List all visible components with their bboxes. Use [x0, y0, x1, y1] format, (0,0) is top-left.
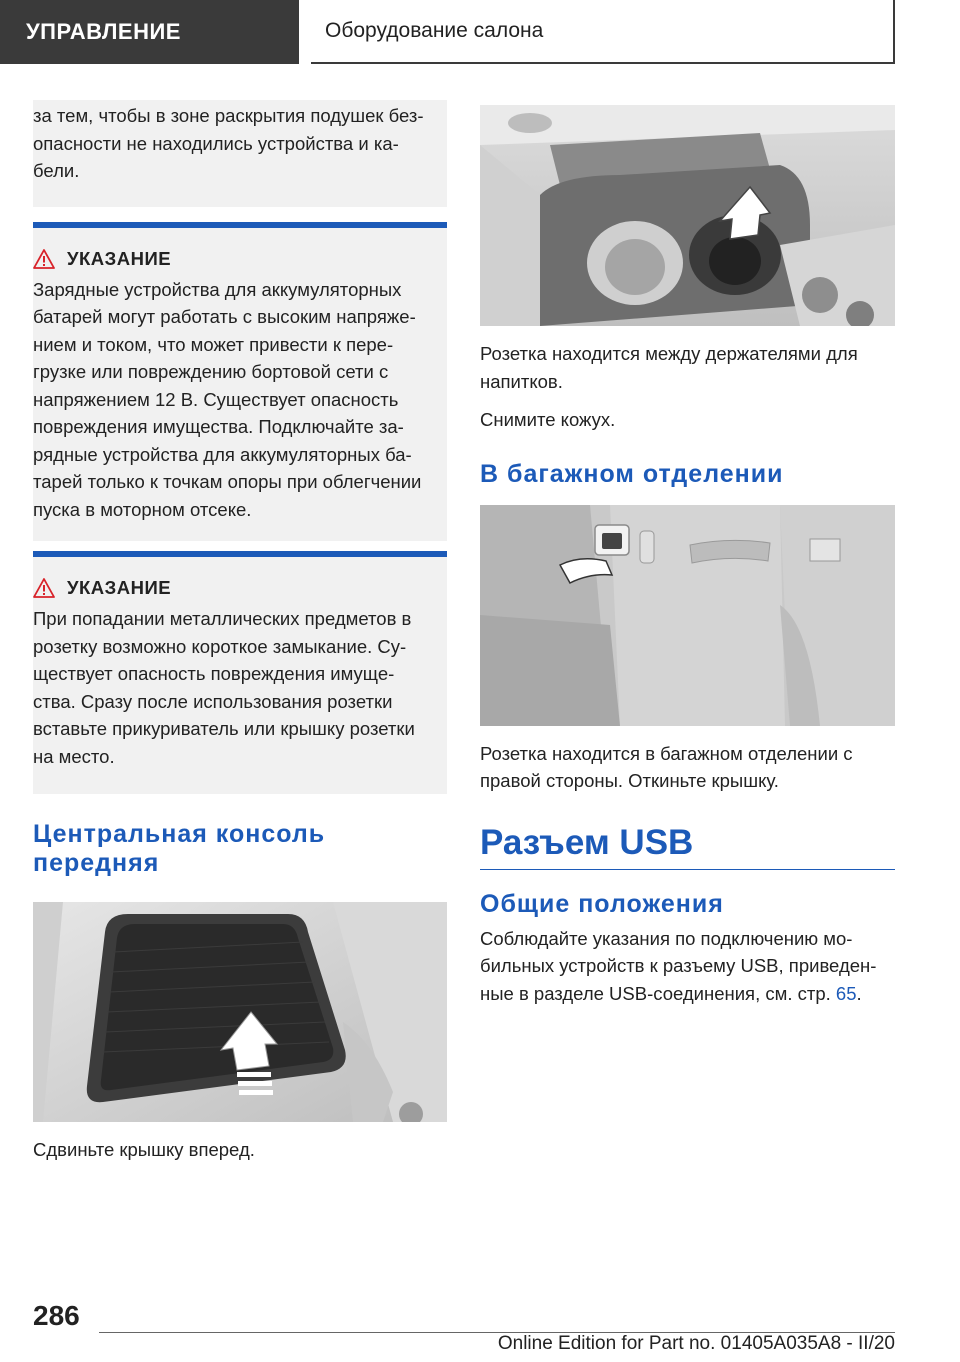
console-photo — [33, 902, 447, 1122]
note-short-circuit — [33, 551, 447, 794]
intro-line: опасности не находились устройства и ка- — [33, 132, 399, 154]
page-link-65[interactable]: 65 — [835, 982, 857, 1004]
intro-line: бели. — [33, 160, 80, 181]
edition-text: Online Edition for Part no. 01405A035A8 - II/20 — [497, 1333, 895, 1354]
note-line: батарей могут работать с высоким напряже- — [33, 306, 416, 327]
section-heading-usb: Разъем USB — [480, 823, 895, 870]
usb-line: Соблюдайте указания по подключению мо- — [480, 927, 853, 949]
usb-last-suffix: . — [856, 982, 862, 1004]
caption-cupholder-line: Розетка находится между держателями для — [480, 343, 858, 364]
remove-cover-text: Снимите кожух. — [480, 409, 616, 430]
caption-cupholder-line: напитков. — [480, 370, 563, 392]
note-header — [33, 577, 437, 599]
intro-line: за тем, чтобы в зоне раскрытия подушек без- — [33, 105, 424, 126]
trunk-illustration — [480, 505, 895, 726]
intro-box — [33, 100, 447, 207]
note-line: на место. — [33, 745, 115, 767]
note-header — [33, 248, 437, 270]
section-heading-general: Общие положения — [480, 889, 724, 918]
trunk-photo — [480, 505, 895, 726]
note-title: УКАЗАНИЕ — [67, 577, 172, 598]
warning-icon — [33, 249, 55, 269]
note-line: ществует опасность повреждения имуще- — [33, 663, 395, 684]
note-line: вставьте прикуриватель или крышку розетки — [33, 718, 415, 739]
usb-last-text: ные в разделе USB-соединения, см. стр. — [480, 982, 836, 1004]
section-heading-console: Центральная консоль передняя — [33, 820, 326, 877]
note-line: напряжением 12 В. Существует опасность — [33, 388, 399, 410]
note-line: повреждения имущества. Подключайте за- — [33, 416, 404, 437]
caption-trunk-line: Розетка находится в багажном отделении с — [480, 742, 853, 764]
note-line: розетку возможно короткое замыкание. Су- — [33, 635, 407, 657]
note-line: нием и током, что может привести к пере- — [33, 333, 394, 355]
note-line: При попадании металлических предметов в — [33, 608, 412, 629]
note-charger — [33, 222, 447, 542]
console-illustration — [33, 902, 447, 1122]
cupholder-illustration — [480, 105, 895, 326]
chapter-title: Оборудование салона — [325, 19, 544, 42]
caption-console: Сдвиньте крышку вперед. — [33, 1139, 255, 1160]
warning-icon — [33, 578, 55, 598]
page-number: 286 — [33, 1300, 80, 1331]
note-line: рядные устройства для аккумуляторных ба- — [33, 443, 412, 465]
chapter-header — [311, 0, 895, 64]
right-column — [480, 105, 895, 1007]
note-line: грузке или повреждению бортовой сети с — [33, 361, 389, 382]
section-heading-trunk: В багажном отделении — [480, 459, 784, 488]
left-column — [33, 100, 447, 1164]
note-line: пуска в моторном отсеке. — [33, 498, 252, 520]
note-line: ства. Сразу после использования розетки — [33, 690, 393, 712]
section-tab — [0, 0, 299, 64]
caption-trunk-line: правой стороны. Откиньте крышку. — [480, 770, 779, 791]
section-title: УПРАВЛЕНИЕ — [26, 19, 181, 44]
note-line: тарей только к точкам опоры при облегчении — [33, 471, 422, 492]
usb-last-line — [480, 980, 895, 1008]
usb-line: бильных устройств к разъему USB, приведен- — [480, 955, 877, 976]
cupholder-photo — [480, 105, 895, 326]
note-line: Зарядные устройства для аккумуляторных — [33, 278, 402, 300]
note-title: УКАЗАНИЕ — [67, 247, 172, 269]
